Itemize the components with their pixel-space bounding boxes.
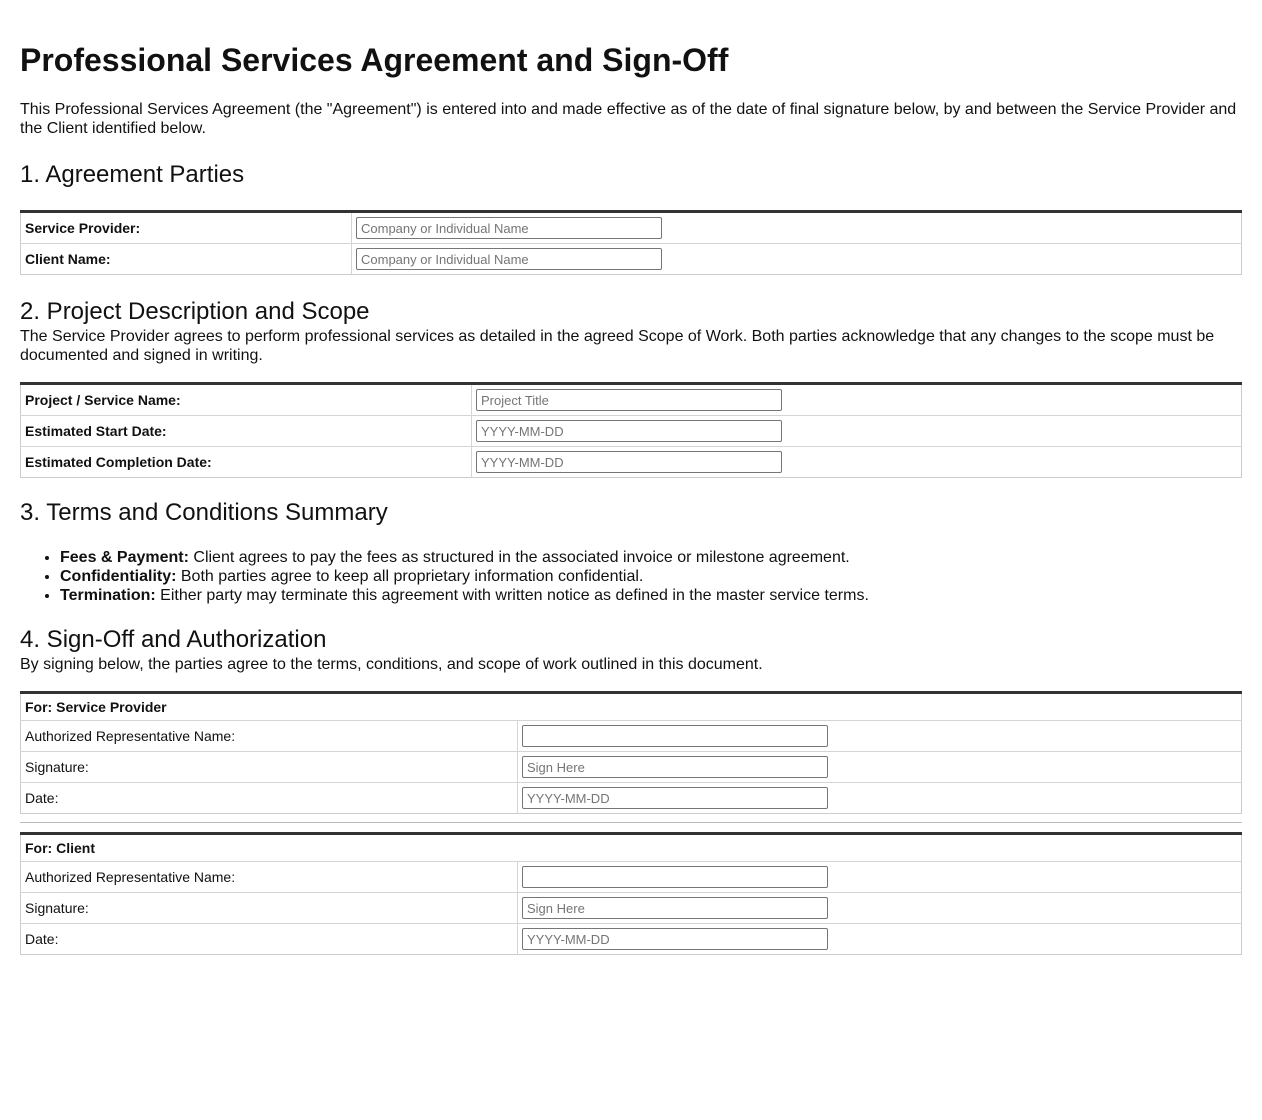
provider-rep-name-label: Authorized Representative Name: (21, 721, 518, 752)
term-title-termination: Termination: (60, 587, 156, 604)
client-rep-name-cell (518, 862, 1242, 893)
list-item (60, 586, 1242, 605)
service-provider-input[interactable] (356, 217, 662, 239)
term-text-termination: Either party may terminate this agreement with written notice as defined in the master service terms. (155, 587, 869, 604)
term-text-confidentiality: Both parties agree to keep all proprietary information confidential. (176, 568, 644, 585)
project-table (20, 382, 1242, 478)
client-signature-input[interactable] (522, 897, 828, 919)
client-signature-label: Signature: (21, 893, 518, 924)
parties-table (20, 210, 1242, 275)
provider-signoff-table (20, 691, 1242, 814)
intro-paragraph: This Professional Services Agreement (the "Agreement") is entered into and made effective as of the date of final signature below, by and between the Service Provider and the Client identified below. (20, 101, 1237, 137)
table-row (21, 893, 1242, 924)
terms-list (20, 548, 1242, 605)
provider-rep-name-cell (518, 721, 1242, 752)
completion-date-cell (472, 447, 1242, 478)
term-title-confidentiality: Confidentiality: (60, 568, 177, 585)
completion-date-label: Estimated Completion Date: (25, 454, 212, 470)
table-row (21, 752, 1242, 783)
client-rep-name-label: Authorized Representative Name: (21, 862, 518, 893)
start-date-input[interactable] (476, 420, 782, 442)
table-row (21, 834, 1242, 862)
client-name-cell (352, 244, 1242, 275)
list-item (60, 567, 1242, 586)
project-scope-paragraph: The Service Provider agrees to perform professional services as detailed in the agreed Scope of Work. Both parties acknowledge that any changes to the scope must be documented and signed in writing. (20, 328, 1215, 364)
start-date-cell (472, 416, 1242, 447)
page-title: Professional Services Agreement and Sign-Off (20, 42, 729, 78)
table-row (21, 244, 1242, 275)
project-name-cell (472, 384, 1242, 416)
table-row (21, 862, 1242, 893)
provider-date-input[interactable] (522, 787, 828, 809)
provider-signature-input[interactable] (522, 756, 828, 778)
table-row (21, 447, 1242, 478)
term-text-fees: Client agrees to pay the fees as structured in the associated invoice or milestone agreement. (188, 549, 850, 566)
client-date-input[interactable] (522, 928, 828, 950)
client-date-label: Date: (25, 931, 59, 947)
table-row (21, 693, 1242, 721)
project-name-label: Project / Service Name: (21, 384, 472, 416)
section-heading-parties: 1. Agreement Parties (20, 161, 245, 188)
provider-signature-label: Signature: (21, 752, 518, 783)
client-signoff-title: For: Client (21, 834, 1242, 862)
client-signoff-table (20, 832, 1242, 955)
project-name-input[interactable] (476, 389, 782, 411)
provider-date-label: Date: (25, 790, 59, 806)
client-rep-name-input[interactable] (522, 866, 828, 888)
client-signature-cell (518, 893, 1242, 924)
table-row (21, 783, 1242, 814)
service-provider-cell (352, 212, 1242, 244)
section-heading-project: 2. Project Description and Scope (20, 298, 370, 325)
provider-date-cell (518, 783, 1242, 814)
term-title-fees: Fees & Payment: (60, 549, 189, 566)
table-row (21, 212, 1242, 244)
section-heading-signoff: 4. Sign-Off and Authorization (20, 626, 327, 653)
list-item (60, 548, 1242, 567)
client-date-cell (518, 924, 1242, 955)
completion-date-input[interactable] (476, 451, 782, 473)
service-provider-label: Service Provider: (21, 212, 352, 244)
provider-rep-name-input[interactable] (522, 725, 828, 747)
signoff-paragraph: By signing below, the parties agree to the terms, conditions, and scope of work outlined in this document. (20, 656, 763, 673)
client-name-input[interactable] (356, 248, 662, 270)
client-name-label: Client Name: (25, 251, 111, 267)
table-row (21, 924, 1242, 955)
start-date-label: Estimated Start Date: (21, 416, 472, 447)
table-row (21, 721, 1242, 752)
provider-signature-cell (518, 752, 1242, 783)
signoff-divider (20, 814, 1242, 823)
provider-signoff-title: For: Service Provider (21, 693, 1242, 721)
section-heading-terms: 3. Terms and Conditions Summary (20, 499, 388, 526)
table-row (21, 384, 1242, 416)
table-row (21, 416, 1242, 447)
